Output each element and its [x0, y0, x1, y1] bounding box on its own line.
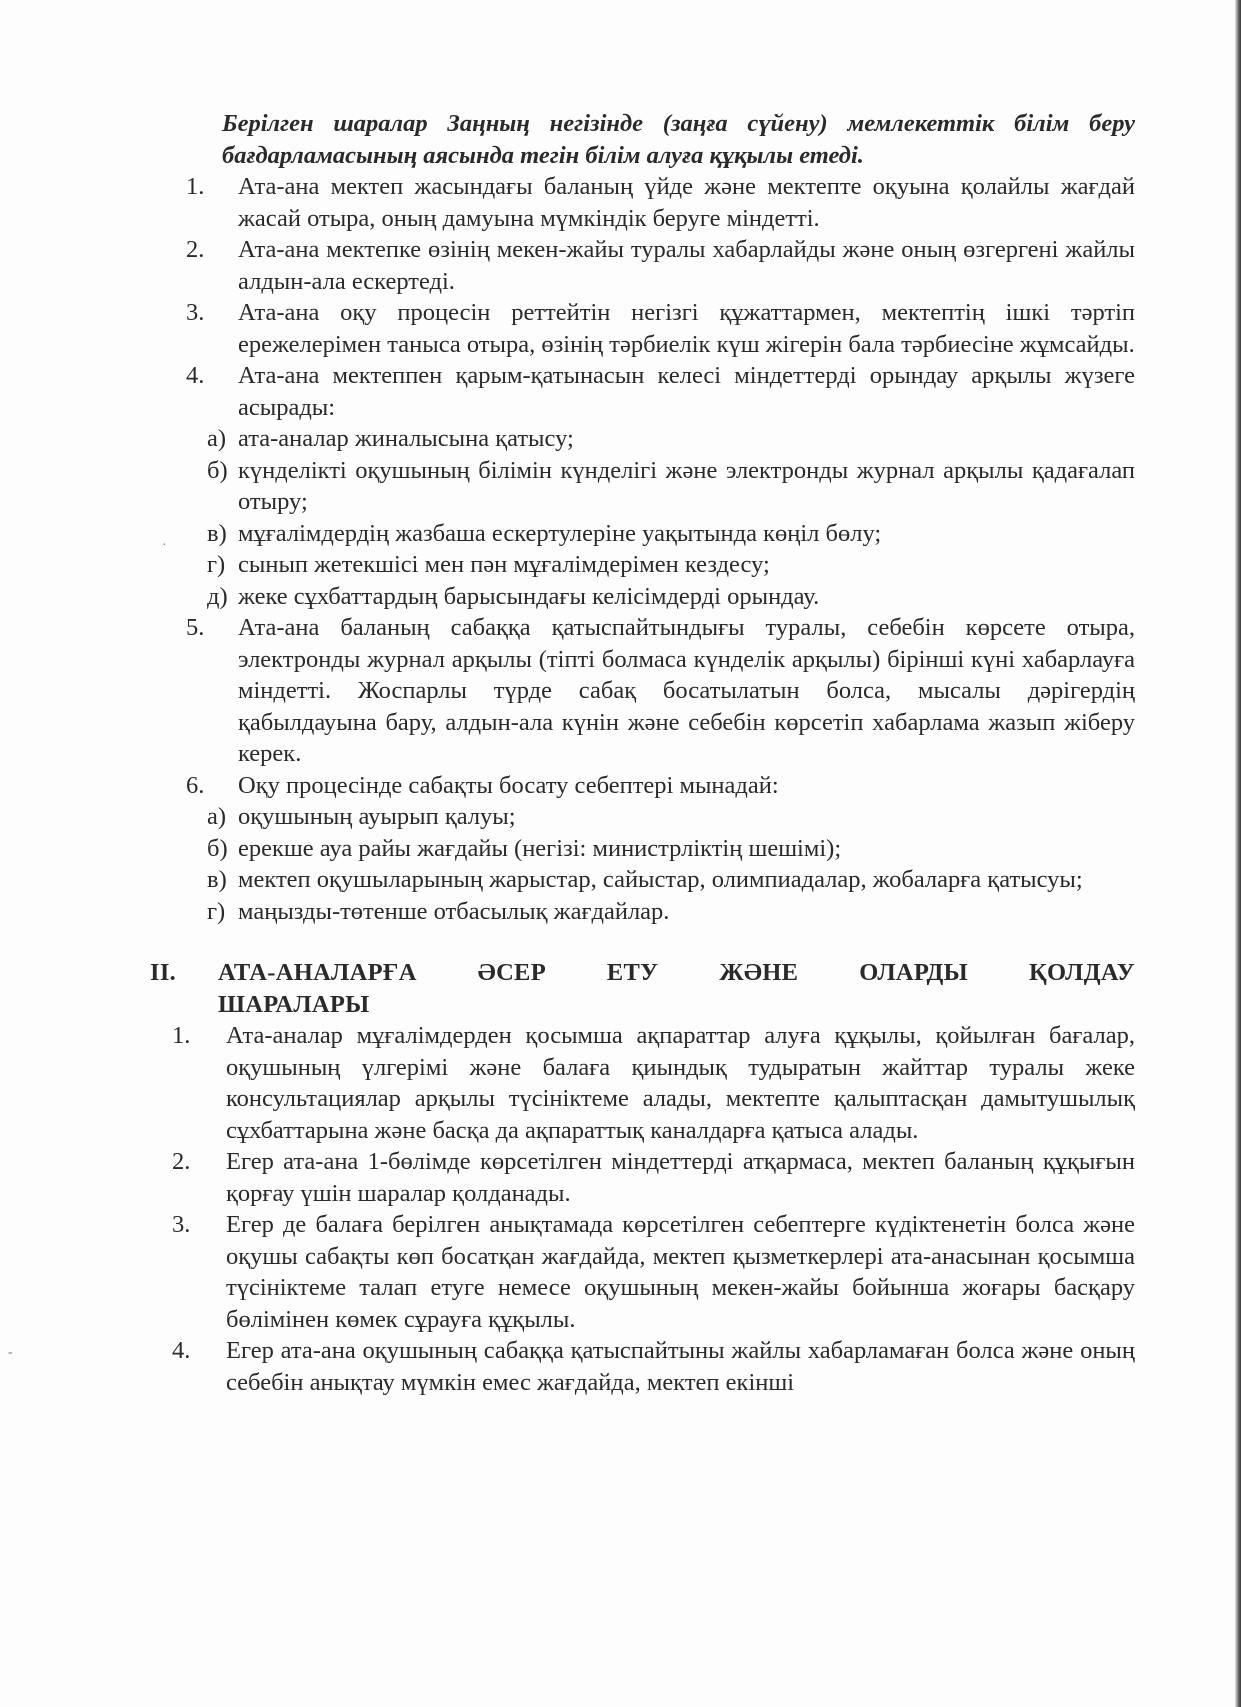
item-number: 6.: [186, 771, 205, 799]
sub-item-letter: а): [207, 425, 227, 452]
sub-item-letter: д): [207, 582, 228, 610]
item-text: Егер де балаға берілген анықтамада көрсетілген себептерге күдіктенетін болса және оқушы сабақты көп босатқан жағдайда, мектеп қызметкерлері ата-анасынан қосымша түсініктеме талап етуге немесе оқушының мекен-жайы бойынша жоғары басқару бөлімінен көмек сұрауға құқылы.: [226, 1211, 1135, 1333]
item-number: 4.: [186, 362, 205, 389]
item-text: Ата-ана мектеп жасындағы баланың үйде және мектепте оқуына қолайлы жағдай жасай отыра, оның дамуына мүмкіндік беруге міндетті.: [238, 173, 1135, 232]
sub-item-text: күнделікті оқушының білімін күнделігі және электронды журнал арқылы қадағалап отыру;: [238, 456, 1135, 515]
sub-list-item: [150, 864, 1135, 896]
sub-item-text: мұғалімдердің жазбаша ескертулеріне уақытында көңіл бөлу;: [238, 519, 882, 547]
item-number: 1.: [186, 173, 205, 200]
item-text: Ата-ана оқу процесін реттейтін негізгі құжаттармен, мектептің ішкі тәртіп ережелерімен таныса отыра, өзінің тәрбиелік күш жігерін бала тәрбиесіне жұмсайды.: [238, 299, 1135, 358]
sub-item-letter: а): [207, 803, 227, 830]
item-number: 1.: [172, 1022, 191, 1049]
sub-item-letter: в): [207, 519, 227, 547]
sub-list-item: [150, 549, 1135, 581]
document-body: [150, 108, 1135, 1398]
sub-item-letter: в): [207, 866, 227, 893]
sub-list-item: [150, 896, 1135, 928]
sub-item-letter: г): [207, 897, 226, 925]
sub-item-letter: б): [207, 834, 228, 862]
sub-list-item: [150, 581, 1135, 613]
sub-list-item: [150, 423, 1135, 455]
section-number: II.: [150, 959, 177, 986]
sub-item-text: сынып жетекшісі мен пән мұғалімдерімен кездесу;: [238, 551, 770, 578]
list-item: [150, 1209, 1135, 1335]
list-item: [150, 1146, 1135, 1209]
section-1-list: [150, 171, 1135, 927]
sub-item-text: ата-аналар жиналысына қатысу;: [238, 425, 574, 452]
sub-list-item: [150, 455, 1135, 518]
item-text: Ата-ана мектепке өзінің мекен-жайы туралы хабарлайды және оның өзгергені жайлы алдын-ала ескертеді.: [238, 236, 1135, 295]
list-item: [150, 171, 1135, 234]
sub-item-text: жеке сұхбаттардың барысындағы келісімдерді орындау.: [238, 582, 820, 610]
sub-item-letter: б): [207, 456, 228, 484]
item-text: Ата-аналар мұғалімдерден қосымша ақпараттар алуға құқылы, қойылған бағалар, оқушының үлгерімі және балаға қиындық тудыратын жайттар туралы жеке консультациялар арқылы түсініктеме алады, мектепте қалыптасқан дамытушылық сұхбаттарына және басқа да ақпараттық каналдарға қатыса алады.: [226, 1022, 1135, 1144]
item-number: 2.: [186, 236, 205, 263]
item-text: Оқу процесінде сабақты босату себептері мынадай:: [238, 771, 779, 799]
sub-item-text: мектеп оқушыларының жарыстар, сайыстар, олимпиадалар, жобаларға қатысуы;: [238, 866, 1083, 893]
section-title-line-2: ШАРАЛАРЫ: [218, 990, 370, 1018]
list-item: [150, 612, 1135, 770]
item-text: Егер ата-ана 1-бөлімде көрсетілген міндеттерді атқармаса, мектеп баланың құқығын қорғау үшін шаралар қолданады.: [226, 1148, 1135, 1207]
item-text: Ата-ана мектеппен қарым-қатынасын келесі міндеттерді орындау арқылы жүзеге асырады:: [238, 362, 1135, 421]
item-number: 2.: [172, 1148, 191, 1175]
item-number: 5.: [186, 614, 205, 641]
sub-list-item: [150, 833, 1135, 865]
scan-speck: ·: [162, 538, 167, 553]
item-number: 3.: [172, 1211, 191, 1238]
sub-item-letter: г): [207, 551, 226, 578]
scan-edge-line: [1235, 0, 1241, 1707]
list-item: [150, 1335, 1135, 1398]
sub-list-item: [150, 801, 1135, 833]
item-number: 3.: [186, 299, 205, 326]
item-text: Егер ата-ана оқушының сабаққа қатыспайтыны жайлы хабарламаған болса және оның себебін анықтау мүмкін емес жағдайда, мектеп екінші: [226, 1337, 1135, 1396]
list-item: [150, 234, 1135, 297]
item-number: 4.: [172, 1337, 191, 1364]
sub-item-text: ерекше ауа райы жағдайы (негізі: министрліктің шешімі);: [238, 834, 842, 862]
list-item: [150, 770, 1135, 802]
section-2-list: [150, 1020, 1135, 1398]
intro-paragraph: Берілген шаралар Заңның негізінде (заңға сүйену) мемлекеттік білім беру бағдарламасының аясында тегін білім алуға құқылы етеді.: [222, 110, 1135, 169]
list-item: [150, 1020, 1135, 1146]
scan-speck: -: [8, 1345, 13, 1360]
list-item: [150, 360, 1135, 423]
sub-list-item: [150, 518, 1135, 550]
section-title-line-1: АТА-АНАЛАРҒА ӘСЕР ЕТУ ЖӘНЕ ОЛАРДЫ ҚОЛДАУ: [218, 959, 1135, 986]
list-item: [150, 297, 1135, 360]
sub-item-text: маңызды-төтенше отбасылық жағдайлар.: [238, 897, 670, 925]
sub-item-text: оқушының ауырып қалуы;: [238, 803, 516, 830]
section-2-heading: [150, 957, 1135, 1020]
item-text: Ата-ана баланың сабаққа қатыспайтындығы туралы, себебін көрсете отыра, электронды журнал арқылы (тіпті болмаса күнделік арқылы) бірінші күні хабарлауға міндетті. Жоспарлы түрде сабақ босатылатын болса, мысалы дәрігердің қабылдауына бару, алдын-ала күнін және себебін көрсетіп хабарлама жазып жіберу керек.: [238, 614, 1135, 767]
